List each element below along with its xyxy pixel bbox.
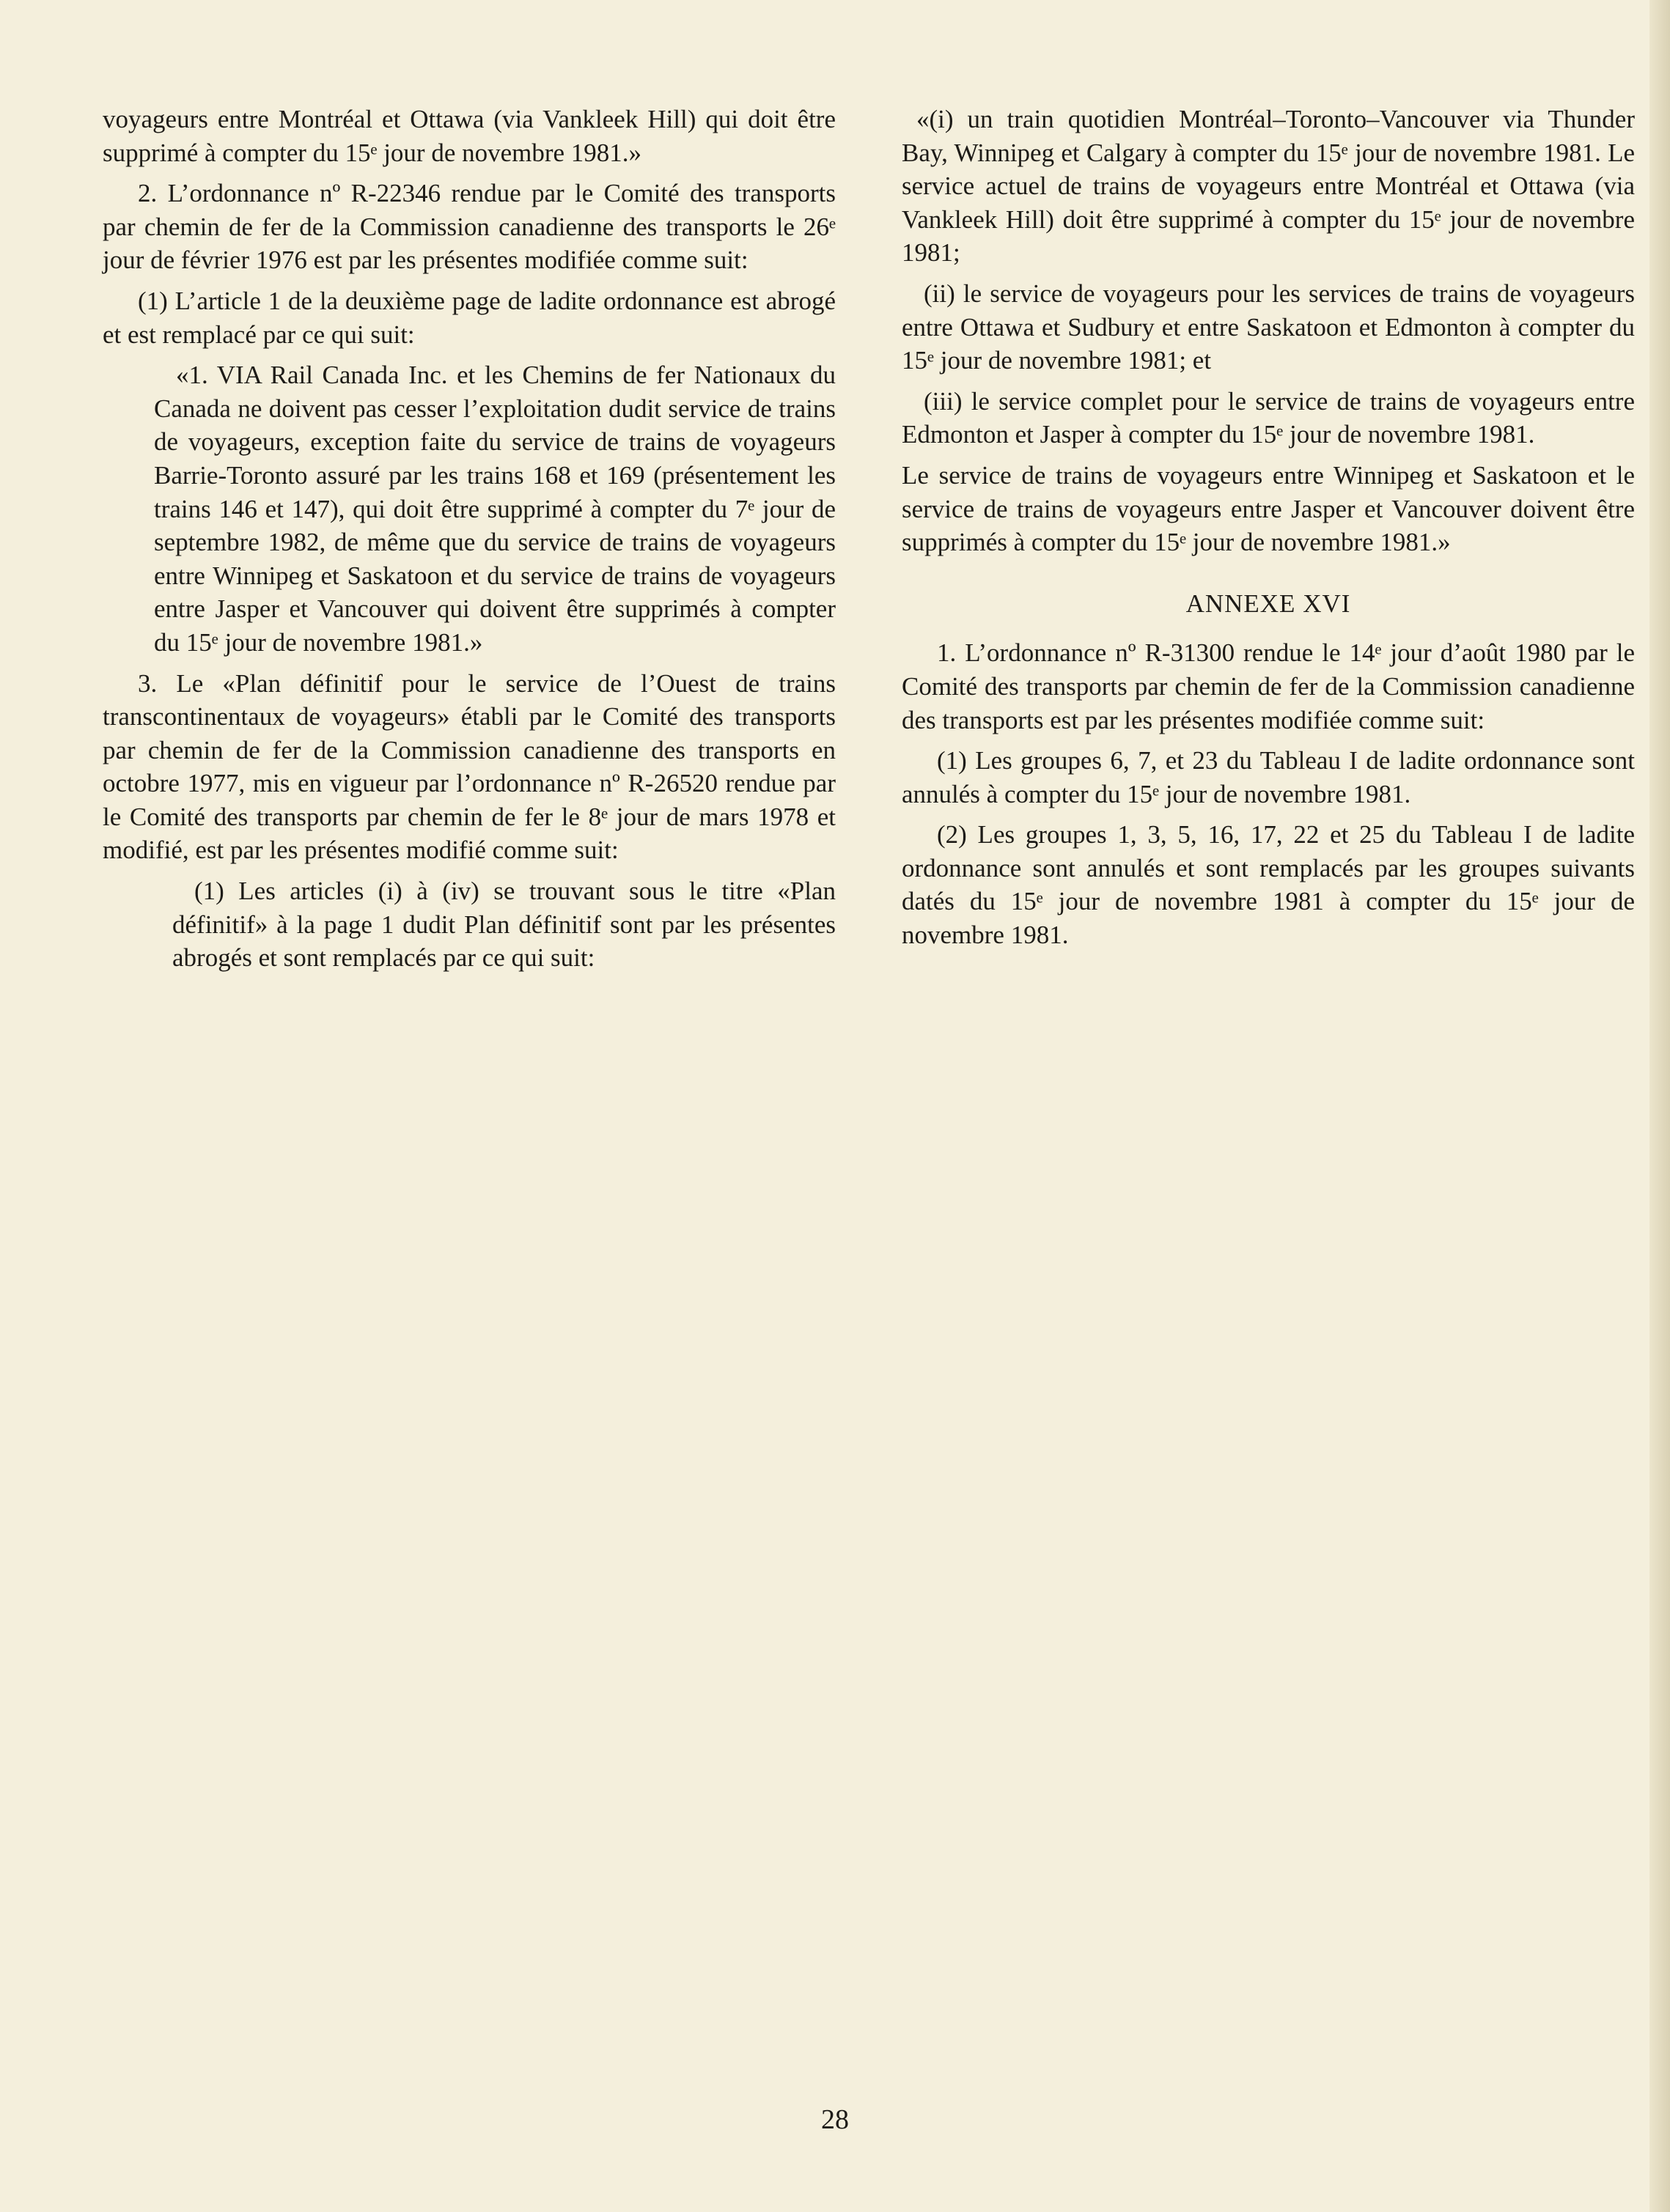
- paragraph-item-2: 2. L’ordonnance nº R-22346 rendue par le Comité des transports par chemin de fer de la Commission canadienne des transports le 26ᵉ jour de février 1976 est par les présentes modifiée comme suit:: [103, 179, 836, 275]
- right-column: [902, 103, 1635, 959]
- paragraph-article-iii: (iii) le service complet pour le service de trains de voyageurs entre Edmonton et Jasper à compter du 15ᵉ jour de novembre 1981.: [902, 386, 1635, 449]
- left-column: [103, 103, 836, 982]
- paragraph-article-i: «(i) un train quotidien Montréal–Toronto–Vancouver via Thunder Bay, Winnipeg et Calgary à compter du 15ᵉ jour de novembre 1981. Le service actuel de trains de voyageurs entre Montréal et Ottawa (via Vankleek Hill) doit être supprimé à compter du 15ᵉ jour de novembre 1981;: [902, 105, 1635, 268]
- annexe-title: ANNEXE XVI: [1185, 589, 1351, 618]
- paragraph-continuation: voyageurs entre Montréal et Ottawa (via Vankleek Hill) qui doit être supprimé à compter du 15ᵉ jour de novembre 1981.»: [103, 105, 836, 167]
- paragraph-article-ii: (ii) le service de voyageurs pour les services de trains de voyageurs entre Ottawa et Sudbury et entre Saskatoon et Edmonton à compter du 15ᵉ jour de novembre 1981; et: [902, 279, 1635, 375]
- paragraph-subitem-1-articles: (1) Les articles (i) à (iv) se trouvant sous le titre «Plan définitif» à la page 1 dudit Plan définitif sont par les présentes abrogés et sont remplacés par ce qui suit:: [172, 877, 836, 973]
- paragraph-annexe-item-1: 1. L’ordonnance nº R-31300 rendue le 14ᵉ jour d’août 1980 par le Comité des transports par chemin de fer de la Commission canadienne des transports est par les présentes modifiée comme suit:: [902, 638, 1635, 734]
- paragraph-closing-quote: Le service de trains de voyageurs entre Winnipeg et Saskatoon et le service de trains de voyageurs entre Jasper et Vancouver doivent être supprimés à compter du 15ᵉ jour de novembre 1981.»: [902, 460, 1635, 557]
- paragraph-item-3: 3. Le «Plan définitif pour le service de l’Ouest de trains transcontinentaux de voyageurs» établi par le Comité des transports par chemin de fer de la Commission canadienne des transports en octobre 1977, mis en vigueur par l’ordonnance nº R-26520 rendue par le Comité des transports par chemin de fer le 8ᵉ jour de mars 1978 et modifié, est par les présentes modifié comme suit:: [103, 668, 836, 865]
- paragraph-annexe-subitem-2: (2) Les groupes 1, 3, 5, 16, 17, 22 et 25 du Tableau I de ladite ordonnance sont annulés et sont remplacés par les groupes suivants datés du 15ᵉ jour de novembre 1981 à compter du 15ᵉ jour de novembre 1981.: [902, 820, 1635, 950]
- page-number: 28: [821, 2104, 849, 2135]
- paragraph-subitem-1: (1) L’article 1 de la deuxième page de ladite ordonnance est abrogé et est remplacé par ce qui suit:: [103, 286, 836, 349]
- paragraph-annexe-subitem-1: (1) Les groupes 6, 7, et 23 du Tableau I de ladite ordonnance sont annulés à compter du 15ᵉ jour de novembre 1981.: [902, 746, 1635, 808]
- page-edge: [1649, 0, 1670, 2212]
- paragraph-quoted-article-1: «1. VIA Rail Canada Inc. et les Chemins de fer Nationaux du Canada ne doivent pas cesser l’exploitation dudit service de trains de voyageurs, exception faite du service de trains de voyageurs Barrie-Toronto assuré par les trains 168 et 169 (présentement les trains 146 et 147), qui doit être supprimé à compter du 7ᵉ jour de septembre 1982, de même que du service de trains de voyageurs entre Winnipeg et Saskatoon et du service de trains de voyageurs entre Jasper et Vancouver qui doivent être supprimés à compter du 15ᵉ jour de novembre 1981.»: [154, 361, 836, 657]
